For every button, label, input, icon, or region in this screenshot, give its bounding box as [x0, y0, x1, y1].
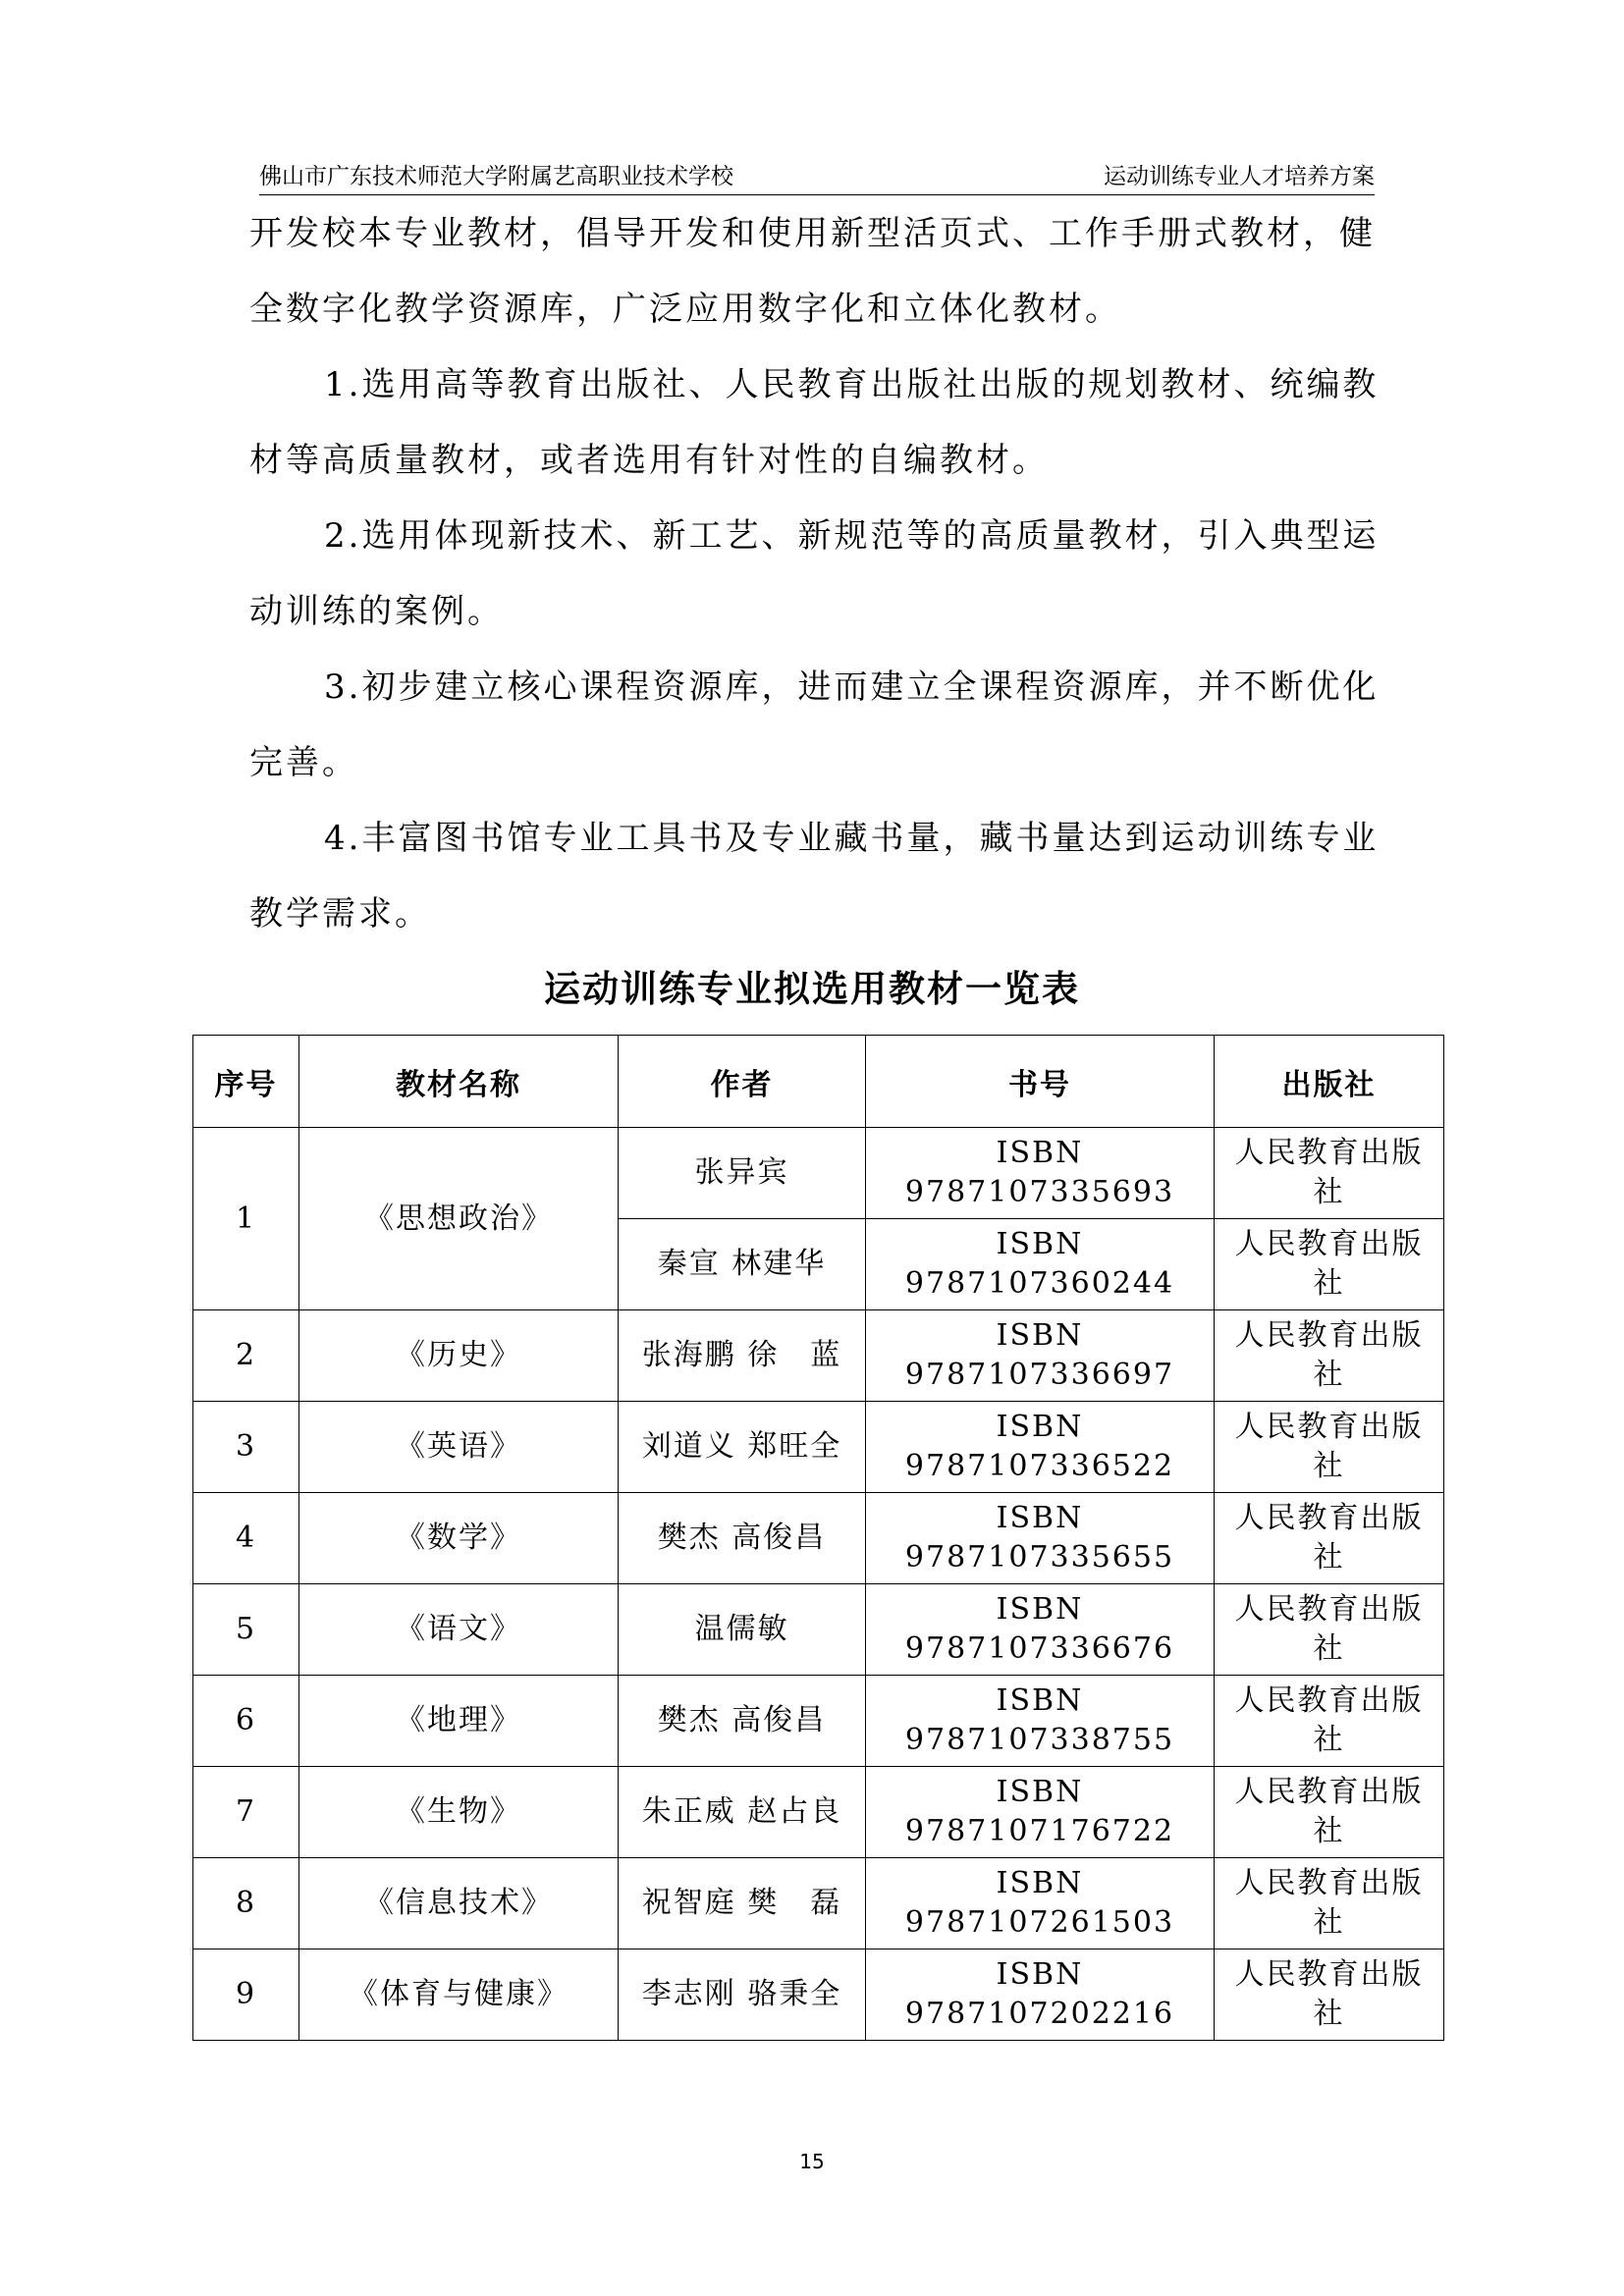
book-publisher: 人民教育出版社 [1215, 1949, 1444, 2041]
page-header [259, 163, 1375, 195]
table-row [193, 1493, 1444, 1584]
book-name: 《语文》 [299, 1584, 619, 1676]
row-number: 6 [193, 1676, 299, 1767]
book-isbn: ISBN 9787107336676 [866, 1584, 1215, 1676]
table-row [193, 1767, 1444, 1858]
header-no: 序号 [193, 1036, 299, 1128]
book-publisher: 人民教育出版社 [1215, 1402, 1444, 1493]
header-school-name: 佛山市广东技术师范大学附属艺高职业技术学校 [259, 164, 733, 189]
book-publisher: 人民教育出版社 [1215, 1128, 1444, 1219]
table-row [193, 1858, 1444, 1949]
book-author: 祝智庭 樊 磊 [619, 1858, 866, 1949]
table-row [193, 1128, 1444, 1219]
book-isbn: ISBN 9787107336522 [866, 1402, 1215, 1493]
book-isbn: ISBN 9787107335655 [866, 1493, 1215, 1584]
row-number: 3 [193, 1402, 299, 1493]
page-number: 15 [799, 2150, 825, 2173]
paragraph-item-4: 4.丰富图书馆专业工具书及专业藏书量，藏书量达到运动训练专业教学需求。 [249, 819, 1380, 934]
book-publisher: 人民教育出版社 [1215, 1219, 1444, 1310]
header-publisher: 出版社 [1215, 1036, 1444, 1128]
book-author: 刘道义 郑旺全 [619, 1402, 866, 1493]
book-publisher: 人民教育出版社 [1215, 1493, 1444, 1584]
book-name: 《数学》 [299, 1493, 619, 1584]
book-author: 张海鹏 徐 蓝 [619, 1310, 866, 1402]
book-name: 《体育与健康》 [299, 1949, 619, 2041]
book-publisher: 人民教育出版社 [1215, 1858, 1444, 1949]
row-number: 1 [193, 1128, 299, 1310]
table-row [193, 1676, 1444, 1767]
book-isbn: ISBN 9787107202216 [866, 1949, 1215, 2041]
book-author: 李志刚 骆秉全 [619, 1949, 866, 2041]
header-program-title: 运动训练专业人才培养方案 [1104, 164, 1375, 189]
book-publisher: 人民教育出版社 [1215, 1767, 1444, 1858]
book-publisher: 人民教育出版社 [1215, 1310, 1444, 1402]
paragraph-textbook-development: 开发校本专业教材，倡导开发和使用新型活页式、工作手册式教材，健全数字化教学资源库，广泛应用数字化和立体化教材。 [249, 214, 1376, 329]
row-number: 4 [193, 1493, 299, 1584]
book-author: 秦宣 林建华 [619, 1219, 866, 1310]
table-row [193, 1402, 1444, 1493]
table-header-row [193, 1036, 1444, 1128]
book-isbn: ISBN 9787107261503 [866, 1858, 1215, 1949]
row-number: 8 [193, 1858, 299, 1949]
book-isbn: ISBN 9787107176722 [866, 1767, 1215, 1858]
row-number: 7 [193, 1767, 299, 1858]
header-book-name: 教材名称 [299, 1036, 619, 1128]
book-author: 樊杰 高俊昌 [619, 1493, 866, 1584]
body-text [249, 196, 1388, 952]
book-isbn: ISBN 9787107338755 [866, 1676, 1215, 1767]
paragraph-item-2: 2.选用体现新技术、新工艺、新规范等的高质量教材，引入典型运动训练的案例。 [249, 516, 1380, 631]
book-author: 樊杰 高俊昌 [619, 1676, 866, 1767]
book-publisher: 人民教育出版社 [1215, 1676, 1444, 1767]
header-isbn: 书号 [866, 1036, 1215, 1128]
paragraph-item-3: 3.初步建立核心课程资源库，进而建立全课程资源库，并不断优化完善。 [249, 667, 1380, 782]
table-row [193, 1949, 1444, 2041]
table-row [193, 1310, 1444, 1402]
paragraph-item-1: 1.选用高等教育出版社、人民教育出版社出版的规划教材、统编教材等高质量教材，或者选用有针对性的自编教材。 [249, 365, 1380, 480]
row-number: 9 [193, 1949, 299, 2041]
book-author: 朱正威 赵占良 [619, 1767, 866, 1858]
book-isbn: ISBN 9787107360244 [866, 1219, 1215, 1310]
book-isbn: ISBN 9787107335693 [866, 1128, 1215, 1219]
row-number: 5 [193, 1584, 299, 1676]
book-author: 张异宾 [619, 1128, 866, 1219]
book-author: 温儒敏 [619, 1584, 866, 1676]
table-title: 运动训练专业拟选用教材一览表 [544, 968, 1080, 1010]
book-name: 《地理》 [299, 1676, 619, 1767]
book-name: 《信息技术》 [299, 1858, 619, 1949]
textbook-table [192, 1035, 1444, 2041]
book-publisher: 人民教育出版社 [1215, 1584, 1444, 1676]
book-name: 《思想政治》 [299, 1128, 619, 1310]
book-name: 《生物》 [299, 1767, 619, 1858]
row-number: 2 [193, 1310, 299, 1402]
book-name: 《历史》 [299, 1310, 619, 1402]
book-name: 《英语》 [299, 1402, 619, 1493]
header-author: 作者 [619, 1036, 866, 1128]
table-row [193, 1584, 1444, 1676]
book-isbn: ISBN 9787107336697 [866, 1310, 1215, 1402]
